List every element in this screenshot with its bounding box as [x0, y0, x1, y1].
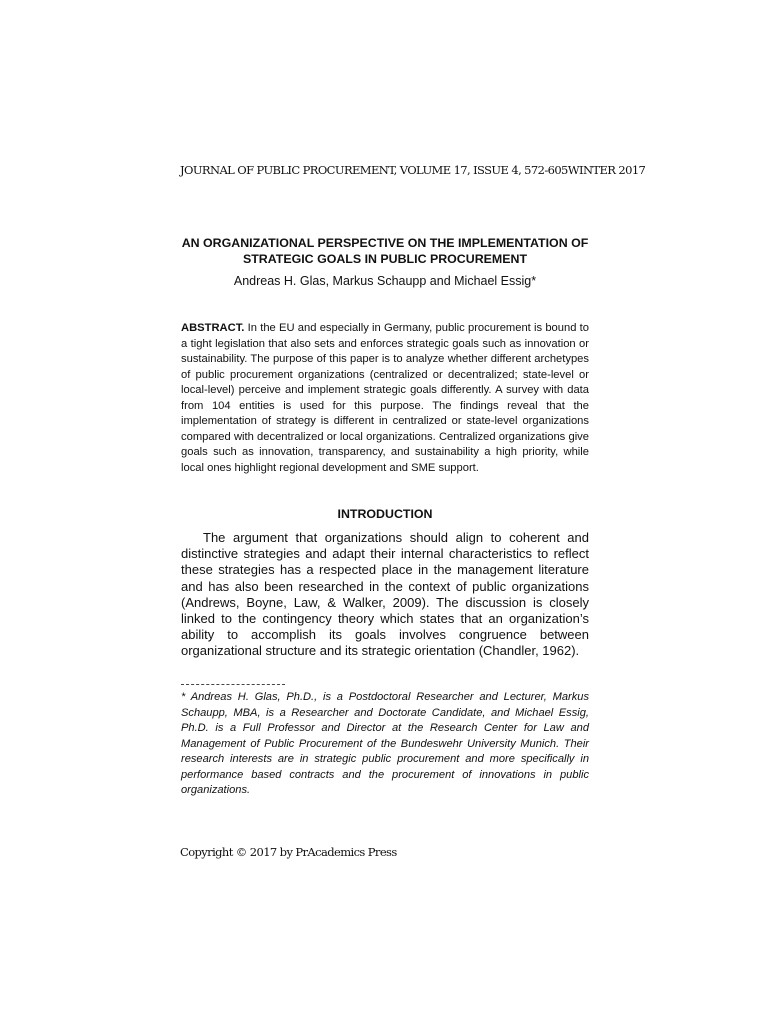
footnote-divider	[181, 684, 285, 685]
abstract-text: In the EU and especially in Germany, public procurement is bound to a tight legislation that also sets and enforces strategic goals such as innovation or sustainability. The purpose of this paper is to analyze whether different archetypes of public procurement organizations (centralized or decentralized; state-level or local-level) perceive and implement strategic goals differently. A survey with data from 104 entities is used for this purpose. The findings reveal that the implementation of strategy is different in centralized or state-level organizations compared with decentralized or local organizations. Centralized organizations give goals such as innovation, transparency, and sustainability a high priority, while local ones highlight regional development and SME support.	[181, 322, 590, 474]
article-authors: Andreas H. Glas, Markus Schaupp and Michael Essig*	[233, 274, 537, 288]
abstract	[181, 321, 589, 476]
issue-season: WINTER 2017	[567, 163, 646, 177]
journal-citation: JOURNAL OF PUBLIC PROCUREMENT, VOLUME 17, ISSUE 4, 572-605	[180, 163, 568, 177]
copyright-notice: Copyright © 2017 by PrAcademics Press	[180, 845, 397, 859]
abstract-label: ABSTRACT.	[181, 322, 245, 334]
author-footnote: * Andreas H. Glas, Ph.D., is a Postdoctoral Researcher and Lecturer, Markus Schaupp, MBA, is a Researcher and Doctorate Candidate, and Michael Essig, Ph.D. is a Full Professor and Director at the Research Center for Law and Management of Public Procurement of the Bundeswehr University Munich. Their research interests are in strategic public procurement and more specifically in performance based contracts and the procurement of innovations in public organizations.	[181, 691, 589, 796]
running-head	[180, 163, 646, 177]
introduction-heading: INTRODUCTION	[337, 507, 433, 521]
article-title: AN ORGANIZATIONAL PERSPECTIVE ON THE IMPLEMENTATION OF STRATEGIC GOALS IN PUBLIC PROCUREMENT	[181, 236, 589, 266]
introduction-paragraph: The argument that organizations should align to coherent and distinctive strategies and adapt their internal characteristics to reflect these strategies has a respected place in the management literature and has also been researched in the context of public organizations (Andrews, Boyne, Law, & Walker, 2009). The discussion is closely linked to the contingency theory which states that an organization’s ability to accomplish its goals involves congruence between organizational structure and its strategic orientation (Chandler, 1962).	[181, 530, 589, 659]
